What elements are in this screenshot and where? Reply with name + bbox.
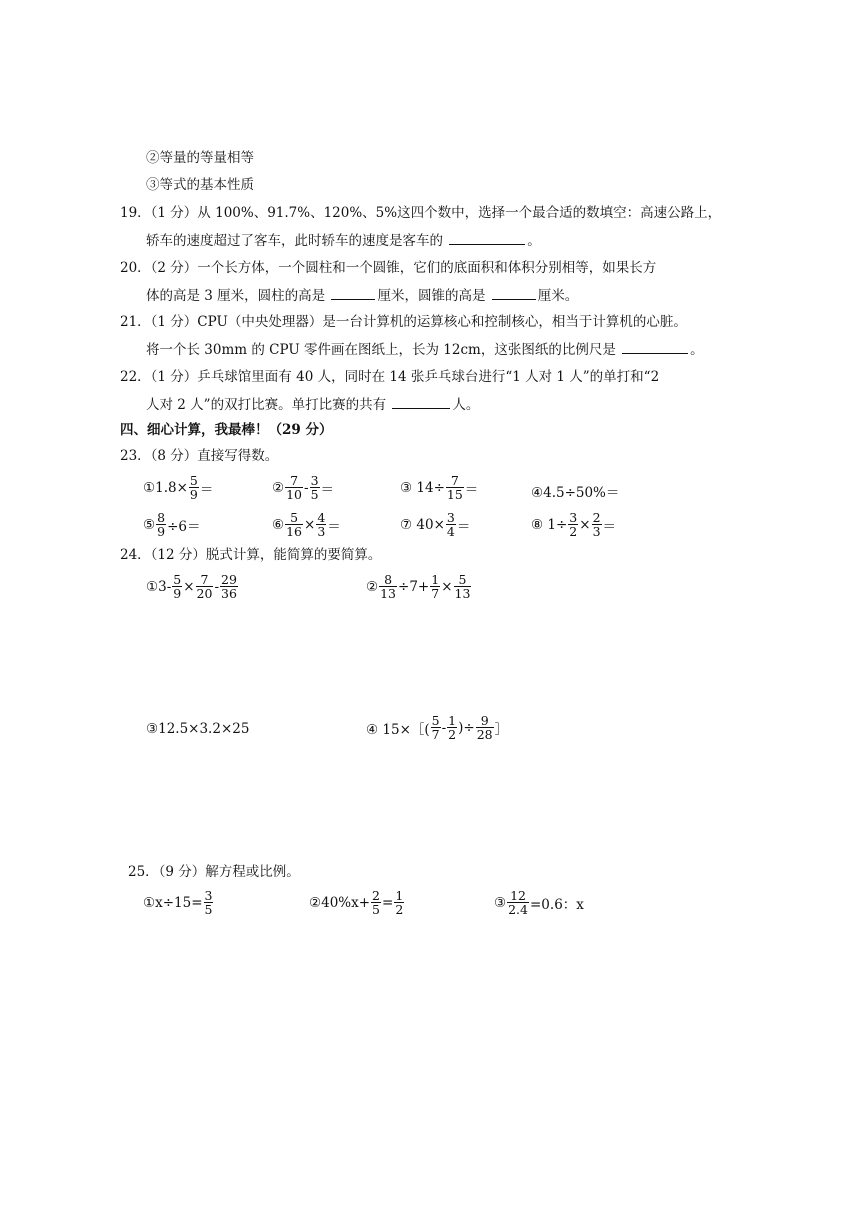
expression-text: = bbox=[382, 894, 394, 911]
q24-title: 24．（12 分）脱式计算，能简算的要简算。 bbox=[120, 547, 382, 563]
fraction-denominator: 5 bbox=[310, 487, 319, 502]
fraction bbox=[310, 474, 320, 501]
fraction-numerator: 1 bbox=[448, 713, 457, 728]
q19-end: 。 bbox=[527, 233, 541, 249]
q21-line2 bbox=[146, 339, 704, 360]
fraction bbox=[204, 889, 214, 916]
fraction-numerator: 5 bbox=[173, 572, 182, 587]
q22-line1: 22．（1 分）乒乓球馆里面有 40 人，同时在 14 张乒乓球台进行“1 人对 1 人”的单打和“2 bbox=[120, 369, 660, 385]
q20-line1: 20．（2 分）一个长方体，一个圆柱和一个圆锥，它们的底面积和体积分别相等，如果长方 bbox=[120, 260, 657, 276]
q25-problem-1 bbox=[143, 889, 214, 916]
q22-answer-blank[interactable] bbox=[392, 394, 450, 409]
q20-text-b: 厘米，圆锥的高是 bbox=[377, 288, 486, 304]
fraction-numerator: 12 bbox=[507, 889, 529, 903]
fraction bbox=[394, 889, 404, 916]
q25-problem-3 bbox=[494, 889, 584, 916]
expression-text: ＝ bbox=[456, 518, 471, 535]
expression-text: ⑤ bbox=[143, 516, 156, 533]
fraction bbox=[592, 511, 602, 538]
q20-text-a: 体的高是 3 厘米，圆柱的高是 bbox=[146, 288, 326, 304]
q23-item-7 bbox=[400, 511, 470, 538]
fraction-denominator: 15 bbox=[446, 487, 463, 502]
expression-text: ④ 15×［( bbox=[366, 721, 430, 738]
q25-problem-2 bbox=[309, 889, 405, 916]
fraction-denominator: 7 bbox=[431, 727, 440, 742]
fraction-numerator: 3 bbox=[310, 473, 319, 488]
fraction-denominator: 2.4 bbox=[508, 902, 528, 917]
fraction-denominator: 28 bbox=[476, 727, 493, 742]
expression-text: ①1.8× bbox=[143, 479, 188, 496]
fraction-numerator: 1 bbox=[431, 572, 440, 587]
fraction-denominator: 7 bbox=[431, 586, 440, 601]
q19-answer-blank[interactable] bbox=[449, 230, 525, 245]
fraction bbox=[156, 511, 166, 538]
fraction bbox=[196, 573, 214, 600]
fraction bbox=[446, 511, 456, 538]
expression-text: - bbox=[441, 719, 447, 736]
q22-line2 bbox=[146, 394, 479, 415]
fraction-numerator: 1 bbox=[395, 888, 404, 903]
fraction-numerator: 3 bbox=[446, 510, 455, 525]
q23-item-3 bbox=[400, 474, 478, 501]
fraction-denominator: 2 bbox=[569, 524, 578, 539]
q24-problem-1 bbox=[146, 573, 239, 600]
expression-text: × bbox=[183, 578, 195, 595]
fraction bbox=[189, 474, 199, 501]
fraction bbox=[507, 889, 529, 916]
fraction bbox=[220, 573, 238, 600]
fraction-denominator: 9 bbox=[157, 524, 166, 539]
fraction bbox=[316, 511, 326, 538]
q21-line1: 21．（1 分）CPU（中央处理器）是一台计算机的运算核心和控制核心，相当于计算机的心脏。 bbox=[120, 314, 687, 330]
expression-text: - bbox=[214, 578, 219, 595]
fraction bbox=[431, 714, 441, 741]
fraction-denominator: 5 bbox=[204, 902, 213, 917]
fraction-numerator: 5 bbox=[431, 713, 440, 728]
fraction-denominator: 2 bbox=[448, 727, 457, 742]
fraction-numerator: 3 bbox=[204, 888, 213, 903]
fraction-numerator: 5 bbox=[285, 511, 303, 525]
fraction-numerator: 2 bbox=[372, 888, 380, 903]
fraction-numerator: 8 bbox=[157, 510, 166, 525]
fraction-denominator: 2 bbox=[395, 902, 404, 917]
expression-text: ② bbox=[366, 578, 379, 595]
fraction-denominator: 9 bbox=[173, 586, 182, 601]
fraction-denominator: 10 bbox=[286, 487, 303, 502]
expression-text: ÷7+ bbox=[398, 578, 430, 595]
fraction bbox=[454, 573, 472, 600]
q19-line2 bbox=[146, 230, 541, 251]
fraction-denominator: 20 bbox=[196, 586, 213, 601]
fraction bbox=[379, 573, 397, 600]
q23-item-1 bbox=[143, 474, 213, 501]
fraction bbox=[447, 714, 457, 741]
expression-text: - bbox=[304, 479, 309, 496]
fraction-denominator: 36 bbox=[221, 586, 237, 601]
expression-text: ＝ bbox=[602, 518, 617, 535]
q23-item-5 bbox=[143, 511, 200, 538]
fraction-denominator: 13 bbox=[380, 586, 397, 601]
fraction-denominator: 3 bbox=[592, 524, 601, 539]
fraction bbox=[430, 573, 440, 600]
q20-cone-blank[interactable] bbox=[492, 285, 536, 300]
q23-item-8 bbox=[531, 511, 616, 538]
fraction bbox=[446, 474, 464, 501]
prev-item-2: ②等量的等量相等 bbox=[146, 150, 254, 166]
fraction bbox=[568, 511, 578, 538]
expression-text: ③ bbox=[494, 894, 507, 911]
q22-end: 人。 bbox=[452, 397, 480, 413]
fraction-numerator: 5 bbox=[454, 573, 472, 587]
expression-text: ②40%x+ bbox=[309, 894, 371, 911]
fraction-numerator: 29 bbox=[221, 572, 237, 587]
expression-text: ③ 14÷ bbox=[400, 479, 445, 496]
expression-text: ⑧ 1÷ bbox=[531, 516, 568, 533]
expression-text: × bbox=[441, 578, 453, 595]
q24-problem-4 bbox=[366, 714, 508, 741]
section-4-heading: 四、细心计算，我最棒！（29 分） bbox=[120, 422, 333, 438]
fraction-numerator: 7 bbox=[196, 573, 214, 587]
expression-text: ＝ bbox=[199, 481, 214, 498]
q20-text-c: 厘米。 bbox=[537, 288, 579, 304]
expression-text: ①3- bbox=[146, 578, 172, 595]
q23-title: 23．（8 分）直接写得数。 bbox=[120, 448, 279, 464]
expression-text: ］ bbox=[494, 721, 509, 738]
q23-item-4 bbox=[531, 481, 619, 501]
q19-text: 轿车的速度超过了客车，此时轿车的速度是客车的 bbox=[146, 233, 443, 249]
expression-text: × bbox=[304, 516, 316, 533]
q21-end: 。 bbox=[690, 342, 704, 358]
fraction-denominator: 16 bbox=[286, 524, 303, 539]
q22-text: 人对 2 人”的双打比赛。单打比赛的共有 bbox=[146, 397, 387, 413]
q23-item-6 bbox=[272, 511, 341, 538]
expression-text: =0.6：x bbox=[530, 896, 584, 913]
q24-problem-2 bbox=[366, 573, 472, 600]
expression-text: ＝ bbox=[320, 481, 335, 498]
fraction bbox=[285, 511, 303, 538]
q23-item-2 bbox=[272, 474, 334, 501]
fraction bbox=[172, 573, 182, 600]
fraction-denominator: 13 bbox=[454, 586, 471, 601]
fraction bbox=[371, 889, 381, 916]
fraction-denominator: 5 bbox=[372, 902, 380, 917]
q19-line1: 19．（1 分）从 100%、91.7%、120%、5%这四个数中，选择一个最合适的数填空：高速公路上， bbox=[120, 205, 722, 221]
fraction-numerator: 2 bbox=[592, 510, 601, 525]
fraction-denominator: 3 bbox=[317, 524, 326, 539]
q21-text: 将一个长 30mm 的 CPU 零件画在图纸上，长为 12cm，这张图纸的比例尺是 bbox=[146, 342, 616, 358]
expression-text: ⑦ 40× bbox=[400, 516, 445, 533]
expression-text: ② bbox=[272, 479, 285, 496]
expression-text: × bbox=[579, 516, 591, 533]
expression-text: )÷ bbox=[458, 719, 475, 736]
expression-text: ＝ bbox=[327, 518, 341, 535]
expression-text: ③12.5×3.2×25 bbox=[146, 721, 250, 737]
expression-text: ⑥ bbox=[272, 516, 285, 533]
fraction-numerator: 7 bbox=[446, 474, 464, 488]
q20-line2 bbox=[146, 285, 578, 306]
q21-answer-blank[interactable] bbox=[622, 339, 688, 354]
expression-text: ＝ bbox=[464, 481, 479, 498]
q24-problem-3 bbox=[146, 721, 249, 737]
fraction-denominator: 4 bbox=[446, 524, 455, 539]
fraction-numerator: 3 bbox=[569, 510, 578, 525]
fraction-denominator: 9 bbox=[189, 487, 198, 502]
q25-title: 25．（9 分）解方程或比例。 bbox=[128, 864, 300, 880]
expression-text: ÷6＝ bbox=[167, 518, 201, 535]
expression-text: ①x÷15= bbox=[143, 894, 203, 911]
fraction bbox=[285, 474, 303, 501]
expression-text: ④4.5÷50%＝ bbox=[531, 485, 620, 501]
q20-cylinder-blank[interactable] bbox=[331, 285, 375, 300]
prev-item-3: ③等式的基本性质 bbox=[146, 177, 254, 193]
fraction-numerator: 9 bbox=[476, 714, 494, 728]
fraction-numerator: 8 bbox=[379, 573, 397, 587]
fraction-numerator: 4 bbox=[317, 510, 326, 525]
fraction-numerator: 5 bbox=[189, 473, 198, 488]
fraction-numerator: 7 bbox=[285, 474, 303, 488]
fraction bbox=[476, 714, 494, 741]
